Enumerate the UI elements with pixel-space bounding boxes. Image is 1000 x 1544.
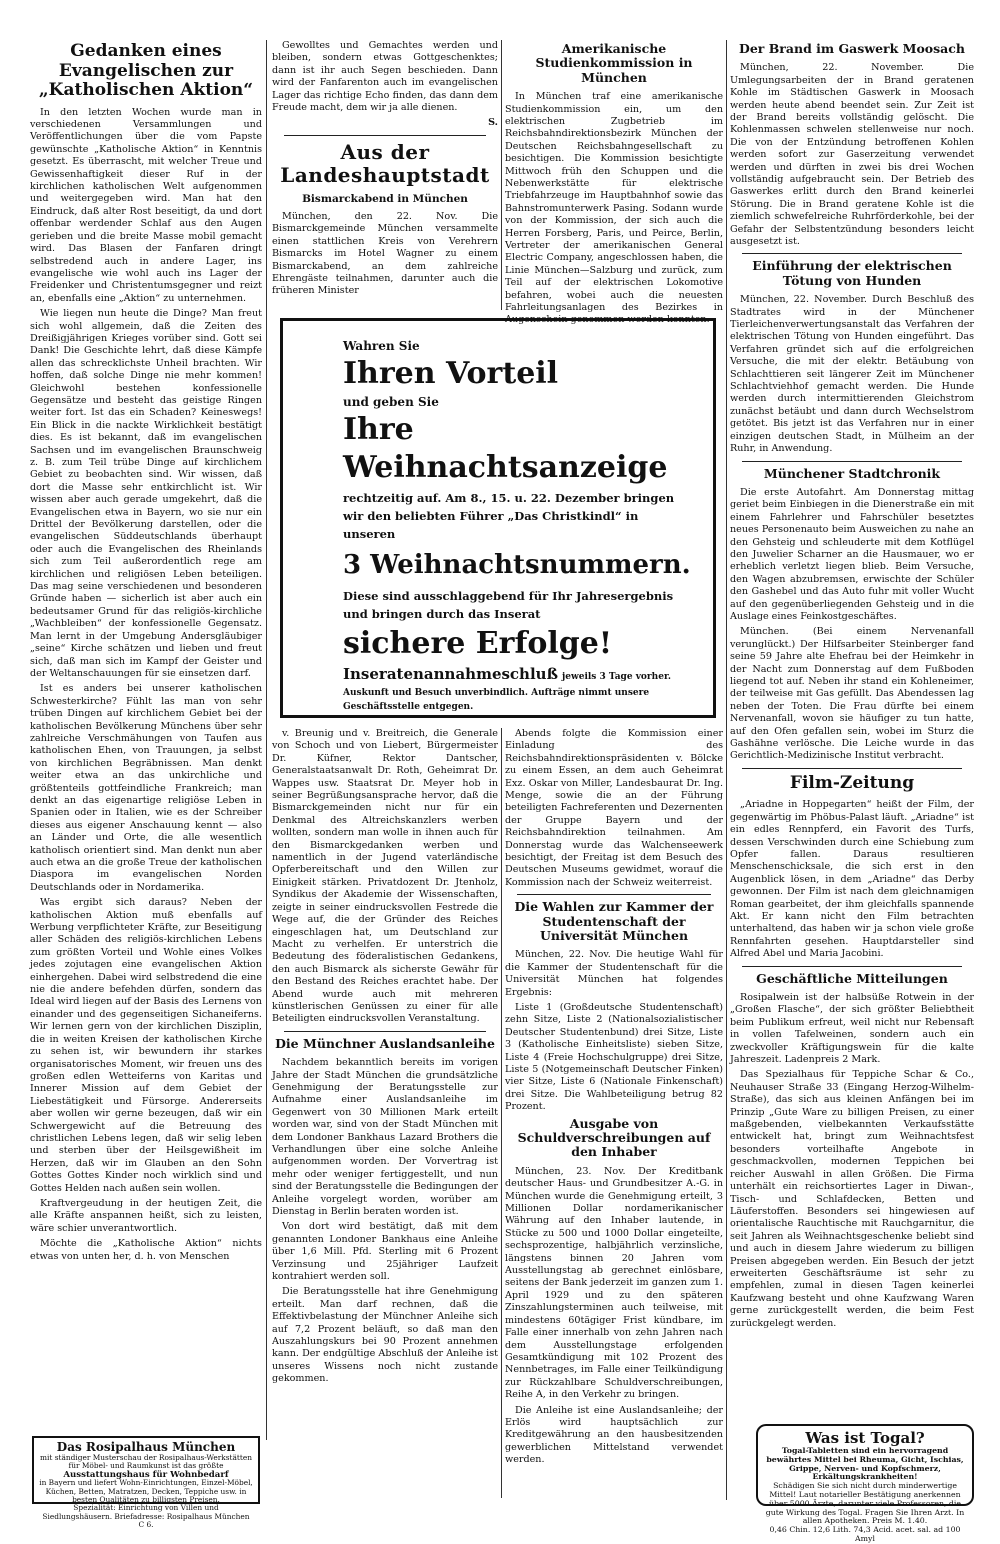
article-title: Münchener Stadtchronik (763, 465, 941, 481)
paragraph: München. (Bei einem Nervenanfall verunglückt.) Der Hilfsarbeiter Steinberger fand seine 59 Jahre alte Ehefrau bei der Heimkehr in der Nacht zum Donnerstag auf dem Fußboden liegend tot auf. Neben ihr stand ein Kohleneimer, der teilweise mit Gas gefüllt. Das Abendessen lag neben der Toten. Die Frau dürfte bei einem Nervenanfall, wovon sie häufiger zu tun hatte, auf den Ofen gefallen sein, wobei im Sturz die Gashähne verlösche. Die Leiche wurde in das Gerichtlich-Medizinische Institut verbracht. (730, 626, 974, 762)
ad-brand: Das Rosipalhaus München (56, 1440, 236, 1454)
column-rule (501, 728, 502, 1498)
ad-line: in Bayern und liefert Wohn-Einrichtungen, Einzel-Möbel, Küchen, Betten, Matratzen, Decken, Teppiche usw. in besten Qualitäten zu billigsten Preisen. (39, 1478, 253, 1505)
article-title: Amerikanische Studienkommission in München (535, 41, 693, 85)
paragraph: Kraftvergeudung in der heutigen Zeit, die alle Kräfte anspannen heißt, sich zu leisten, wäre schier unverantwortlich. (30, 1197, 262, 1234)
ad-line: Ausstattungshaus für Wohnbedarf (63, 1469, 229, 1480)
paragraph: Rosipalwein ist der halbsüße Rotwein in der „Großen Flasche“, der sich größter Beliebtheit beim Publikum erfreut, weil nicht nur Rebensaft in vollen Tafelweinen, sondern auch ein zweckvoller Kräftigungswein für die kalte Jahreszeit. Ladenpreis 2 Mark. (730, 992, 974, 1066)
divider (742, 253, 962, 254)
rosipalhaus-advertisement (32, 1436, 260, 1530)
column-3-top (505, 40, 723, 326)
ad-headline: sichere Erfolge! (343, 626, 613, 661)
ad-deadline-note: jeweils 3 Tage vorher. (561, 672, 671, 682)
paragraph: München, 23. Nov. Der Kreditbank deutscher Haus- und Grundbesitzer A.-G. in München wurde die Genehmigung erteilt, 3 Millionen Dollar nordamerikanischer Währung auf den Inhaber lautende, in Stücke zu 500 und 1000 Dollar eingeteilte, sechsprozentige, halbjährlich verzinsliche, längstens binnen 20 Jahren vom Ausstellungstag ab gerechnet einlösbare, seitens der Bank jederzeit im ganzen zum 1. April 1929 und zu den späteren Zinszahlungsterminen auch teilweise, mit mindestens 60tägiger Frist kündbare, im Falle einer innerhalb von zehn Jahren nach dem Ausstellungstage erfolgenden Gesamtkündigung mit 102 Prozent des Nennbetrages, im Falle einer Teilkündigung zur Rückzahlbare Schuldverschreibungen, Reihe A, in den Verkehr zu bringen. (505, 1165, 723, 1401)
paragraph: München, den 22. Nov. Die Bismarckgemeinde München versammelte einen stattlichen Kreis von Verehrern Bismarcks im Hotel Wagner zu einem Bismarckabend, an dem zahlreiche Ehrengäste teilnahmen, darunter auch die früheren Minister (272, 210, 498, 297)
ad-line: rechtzeitig auf. Am 8., 15. u. 22. Dezember bringen wir den beliebten Führer „Das Christkindl“ in unseren (343, 491, 675, 541)
section-title: Film-Zeitung (789, 772, 915, 793)
column-rule (266, 40, 267, 1440)
article-title: Die Wahlen zur Kammer der Studentenschaft der Universität München (514, 899, 714, 944)
article-title: Gedanken eines Evangelischen zur „Katholischen Aktion“ (38, 41, 254, 101)
paragraph: „Ariadne in Hoppegarten“ heißt der Film, der gegenwärtig im Phöbus-Palast läuft. „Ariadne“ ist ein edles Rennpferd, ein Favorit des Turfs, dessen Verschwinden durch eine Schiebung zum Opfer fallen. Daraus resultieren Menschenschicksale, die sich erst in den Augenblick lösen, in dem „Ariadne“ das Derby gewonnen. Der Film ist nach dem gleichnamigen Roman gearbeitet, der ihm gleichfalls spannende Akt. Er kann nicht den Film betrachten unterhaltend, das haben wir ja schon viele große Rennfahrten gesehen. Hauptdarsteller sind Alfred Abel und Maria Jacobini. (730, 799, 974, 960)
ad-brand: Was ist Togal? (805, 1429, 925, 1447)
paragraph: Was ergibt sich daraus? Neben der katholischen Aktion muß ebenfalls auf Werbung verpflichteter Kräfte, zur Beseitigung aller Schäden des religiös-kirchlichen Lebens zum größten Vorteil und Wohle eines Volkes jedes zojutagen eine evangelischen Aktion einhergehen. Dabei wird selbstredend die eine nie die andere befehden dürfen, sondern das Ideal wird liegen auf der Basis des Lernens von einander und des gegenseitigen Sichaneiferns. Wir lernen gern von der kirchlichen Disziplin, die in weiten Kreisen der katholischen Kirche zu sehen ist, wir bewundern ihr starkes organisatorisches Moment, wir freuen uns des großen edlen Wetteiferns von Karitas und Innerer Mission auf dem Gebiet der Liebestätigkeit und Fürsorge. Andererseits aber wollen wir gerne bezeugen, daß wir ein Schwergewicht auf die Betreuung des christlichen Lebens legen, daß wir selig leben und sterben über der Heilsgewißheit im Herzen, daß wir im Glauben an den Sohn Gottes Gottes Kinder noch wirklich sind und Gottes Helden nach außen sein wollen. (30, 897, 262, 1194)
divider (742, 768, 962, 769)
section-title: Aus der Landeshauptstadt (280, 139, 490, 187)
article-title: Die Münchner Auslandsanleihe (275, 1035, 495, 1051)
column-4 (730, 40, 974, 1510)
column-3-bottom (505, 728, 723, 1498)
paragraph: Von dort wird bestätigt, daß mit dem genannten Londoner Bankhaus eine Anleihe über 1,6 Mill. Pfd. Sterling mit 6 Prozent Verzinsung und 25jähriger Laufzeit kontrahiert werden soll. (272, 1221, 498, 1283)
column-rule (726, 40, 727, 1500)
paragraph: Nachdem bekanntlich bereits im vorigen Jahre der Stadt München die grundsätzliche Genehmigung der Beratungsstelle zur Aufnahme einer Auslandsanleihe im Gegenwert von 30 Millionen Mark erteilt worden war, sind von der Stadt München mit dem Londoner Bankhaus Lazard Brothers die Verhandlungen über eine solche Anleihe aufgenommen worden. Der Vorvertrag ist mehr oder weniger fertiggestellt, und nun sind der Beratungsstelle die Bedingungen der Anleihe vorgelegt worden, worüber am Dienstag in Berlin beraten worden ist. (272, 1057, 498, 1217)
ad-line: Diese sind ausschlaggebend für Ihr Jahresergebnis und bringen durch das Inserat (343, 589, 674, 621)
ad-headline: Ihre Weihnachtsanzeige (343, 412, 668, 485)
paragraph: Ist es anders bei unserer katholischen Schwesterkirche? Fühlt las man von sehr trüben Dingen auf kirchlichem Gebiet bei der katholischen Bevölkerung Münchens über sehr zahlreiche Verschmähungen von Taufen aus katholischen Ehen, von Trauungen, ja selbst von kirchlichen Begräbnissen. Man denkt weiter etwa an das unkirchliche und größtenteils gottfeindliche Frankreich; man denkt an das eigenartige religiöse Leben in Spanien oder in Italien, wie es der Schreiber dieses aus eigener Anschauung kennt — also an Länder und Orte, die alle wesentlich katholisch orientiert sind. Man denkt nun aber auch etwa an die große Treue der katholischen Diaspora im evangelischen Norden Deutschlands oder in Nordamerika. (30, 683, 262, 893)
paragraph: Das Spezialhaus für Teppiche Schar & Co., Neuhauser Straße 33 (Eingang Herzog-Wilhelm-Straße), das sich aus kleinen Anfängen bei im Prinzip „Gute Ware zu billigen Preisen, zu einer maßgebenden, vielbekannten Verkaufsstätte entwickelt hat, bringt zum Weihnachtsfest besonders vorteilhafte Angebote in geschmackvollen, modernen Teppichen bei reicher Auswahl in allen Größen. Die Firma unterhält ein reichsortiertes Lager in Diwan-, Tisch- und Schlafdecken, Betten und Läuferstoffen. Besonders sei hingewiesen auf orientalische Rauchtische mit Rauchgarnitur, die seit Jahren als Weihnachtsgeschenke beliebt sind und auch in diesem Jahre wiederum zu billigen Preisen abgegeben werden. Ein Besuch der jetzt erweiterten Geschäftsräume ist sehr zu empfehlen, zumal in diesen Tagen keinerlei Kaufzwang besteht und ohne Kaufzwang Waren gerne zurückgestellt werden, die beim Fest zurückgelegt werden. (730, 1069, 974, 1329)
paragraph: In München traf eine amerikanische Studienkommission ein, um den elektrischen Zugbetrieb im Reichsbahndirektionsbezirk München der Deutschen Reichsbahngesellschaft zu besichtigen. Die Kommission besichtigte Mittwoch früh den Schuppen und die Nebenwerkstätte für elektrische Triebfahrzeuge im Hauptbahnhof sowie das Bahnstromunterwerk Pasing. Sodann wurde von der Kommission, der sich auch die Herren Forsberg, Paris, und Peirce, Berlin, Vertreter der amerikanischen General Electric Company, angeschlossen haben, die Linie München—Salzburg und zurück, zum Teil auf der elektrischen Lokomotive befahren, wobei auch die neuesten Fahrleitungsanlagen des Bezirkes in Augenschein genommen werden konnten. (505, 91, 723, 326)
section-title: Geschäftliche Mitteilungen (756, 970, 948, 986)
paragraph: Die Beratungsstelle hat ihre Genehmigung erteilt. Man darf rechnen, daß die Effektivbelastung der Münchner Anleihe sich auf 7,2 Prozent beläuft, so daß man den Auszahlungskurs bei 90 Prozent annehmen kann. Der endgültige Abschluß der Anleihe ist unseres Wissens noch nicht zustande gekommen. (272, 1286, 498, 1385)
divider (284, 1031, 486, 1032)
paragraph: Wie liegen nun heute die Dinge? Man freut sich wohl allgemein, daß die Zeiten des Dreißigjährigen Krieges vorüber sind. Gott sei Dank! Die Geschichte lehrt, daß diese Kämpfe allen das schrecklichste Unheil brachten. Wir hoffen, daß solche Dinge nie mehr kommen! Gleichwohl bestehen konfessionelle Gegensätze und besteht das geistige Ringen weiter fort. Ist das ein Schaden? Keineswegs! Ein Blick in die nackte Wirklichkeit bestätigt dies. Es ist bekannt, daß im evangelischen Sachsen und im evangelischen Braunschweig z. B. zum Teil trübe Dinge auf kirchlichem Gebiet zu beobachten sind. Wir wissen, daß dort die Masse sehr entkirchlicht ist. Wir wissen aber auch gerade umgekehrt, daß die Evangelischen etwa in Bayern, wo sie nur ein Drittel der Bevölkerung darstellen, oder die evangelischen Süddeutschlands überhaupt oder auch die Evangelischen des Rheinlands sich zum Teil außerordentlich rege am kirchlichen und religiösen Leben beteiligen. Das mag seine verschiedenen und besonderen Gründe haben — sicherlich ist aber auch ein bedeutsamer Grund für das religiös-kirchliche „Wachbleiben“ der konfessionelle Gegensatz. Man lernt in der Umgebung Andersgläubiger „seine“ Kirche schätzen und lieben und freut sich, daß man sich im Kampf der Geister und der Weltanschauungen für sie einsetzen darf. (30, 308, 262, 679)
paragraph: Liste 1 (Großdeutsche Studentenschaft) zehn Sitze, Liste 2 (Nationalsozialistischer Deutscher Studentenbund) drei Sitze, Liste 3 (Katholische Einheitsliste) sieben Sitze, Liste 4 (Freie Hochschulgruppe) drei Sitze, Liste 5 (Notgemeinschaft Deutscher Finken) vier Sitze, Liste 6 (Nationale Finkenschaft) drei Sitze. Die Wahlbeteiligung betrug 82 Prozent. (505, 1002, 723, 1113)
paragraph: v. Breunig und v. Breitreich, die Generale von Schoch und von Liebert, Bürgermeister Dr. Küfner, Rektor Dantscher, Generalstaatsanwalt Dr. Roth, Geheimrat Dr. Wappes usw. Staatsrat Dr. Meyer hob in seiner Begrüßungsansprache hervor, daß die Bismarckgemeinden nicht nur für ein Denkmal des Altreichskanzlers werben wollten, sondern man wolle in ihnen auch für den Bismarckgedanken werben und namentlich in der Jugend vaterländische Opferbereitschaft und den Willen zur Einigkeit stärken. Privatdozent Dr. Jtenholz, Syndikus der Akademie der Wissenschaften, zeigte in seiner eindrucksvollen Festrede die Wege auf, die der Gründer des Reiches eingeschlagen hat, um Deutschland zur Macht zu verhelfen. Er unterstrich die Bedeutung des föderalistischen Gedankens, den auch Bismarck als sicherste Gewähr für den Bestand des Reiches erachtet habe. Der Abend wurde auch mit mehreren künstlerischen Genüssen zu einer für alle Beteiligten eindrucksvollen Veranstaltung. (272, 728, 498, 1025)
column-2-top (272, 40, 498, 310)
article-title: Der Brand im Gaswerk Moosach (739, 41, 965, 56)
column-rule (501, 40, 502, 310)
ad-line: Togal-Tabletten sind ein hervorragend bewährtes Mittel bei Rheuma, Gicht, Ischias, Grippe, Nerven- und Kopfschmerz, Erkältungskrankheiten! (766, 1446, 964, 1482)
ad-line: Wahren Sie (343, 339, 420, 353)
paragraph: München, 22. Nov. Die heutige Wahl für die Kammer der Studentenschaft für die Universität München hat folgendes Ergebnis: (505, 949, 723, 998)
column-2-bottom (272, 728, 498, 1498)
paragraph: München, 22. November. Die Umlegungsarbeiten der in Brand geratenen Kohle im Städtischen Gaswerk in Moosach werden heute abend beendet sein. Zur Zeit ist der Brand bereits vollständig gelöscht. Die Kohlenmassen schwelen stellenweise nur noch. Die von der Entzündung betroffenen Kohlen werden sofort zur Gaserzeitung verwendet werden und dürften in zwei bis drei Wochen vollständig aufgebraucht sein. Der Betrieb des Gaswerkes erlitt durch den Brand keinerlei Störung. Die in Brand geratene Kohle ist die ziemlich schwefelreiche Ruhrförderkohle, bei der Gefahr der Selbstentzündung besonders leicht ausgesetzt ist. (730, 62, 974, 248)
ad-line: Schädigen Sie sich nicht durch minderwertige Mittel! Laut notarieller Bestätigung anerkennen über 5000 Ärzte, darunter viele Professoren, die gute Wirkung des Togal. Fragen Sie Ihren Arzt. In allen Apotheken. Preis M. 1.40. (765, 1481, 965, 1526)
ad-deadline (343, 665, 693, 686)
divider (517, 894, 711, 895)
column-1 (30, 40, 262, 1440)
ad-headline: Ihren Vorteil (343, 356, 559, 391)
divider (284, 135, 486, 136)
divider (742, 966, 962, 967)
ad-headline: 3 Weihnachtsnummern. (343, 550, 691, 580)
article-title: Bismarckabend in München (302, 192, 468, 205)
paragraph: Die Anleihe ist eine Auslandsanleihe; der Erlös wird hauptsächlich zur Kreditgewährung an den hausbesitzenden gewerblichen Mittelstand verwendet werden. (505, 1404, 723, 1466)
ad-line: und geben Sie (343, 395, 439, 409)
signature: S. (488, 117, 498, 129)
ad-line: 0,46 Chin. 12,6 Lith. 74,3 Acid. acet. sal. ad 100 Amyl (769, 1525, 961, 1543)
paragraph: Abends folgte die Kommission einer Einladung des Reichsbahndirektionspräsidenten v. Bölcke zu einem Essen, an dem auch Geheimrat Exz. Oskar von Miller, Landesbaurat Dr. Ing. Menge, sowie die an der Führung beteiligten Fachreferenten und Dezernenten der Gruppe Bayern und der Reichsbahndirektion teilnahmen. Am Donnerstag wurde das Walchenseewerk besichtigt, der Freitag ist dem Besuch des Deutschen Museums gewidmet, worauf die Kommission nach der Schweiz weiterreist. (505, 728, 723, 888)
ad-fineprint: Auskunft und Besuch unverbindlich. Aufträge nimmt unsere Geschäftsstelle entgegen. (343, 688, 650, 712)
paragraph: Gewolltes und Gemachtes werden und bleiben, sondern etwas Gottgeschenktes; dann ist ihr auch Segen beschieden. Dann wird der Fanfarenton auch im evangelischen Lager das richtige Echo finden, das dann dem Freude macht, dem wir ja alle dienen. (272, 40, 498, 114)
article-title: Ausgabe von Schuldverschreibungen auf den Inhaber (517, 1115, 711, 1160)
ad-line: mit ständiger Musterschau der Rosipalhaus-Werkstätten für Möbel- und Raumkunst ist das größte (40, 1453, 252, 1471)
ad-line: Spezialität: Einrichtung von Villen und Siedlungshäusern. Briefadresse: Rosipalhaus München C 6. (42, 1503, 250, 1530)
divider (742, 461, 962, 462)
article-title: Einführung der elektrischen Tötung von Hunden (752, 258, 952, 288)
ad-deadline-label: Inseratenannahmeschluß (343, 665, 558, 683)
christmas-advertisement (280, 318, 716, 718)
togal-advertisement (756, 1424, 974, 1543)
paragraph: München, 22. November. Durch Beschluß des Stadtrates wird in der Münchener Tierleichenverwertungsanstalt das Verfahren der elektrischen Tötung von Hunden eingeführt. Das Verfahren gründet sich auf die erfolgreichen Versuche, die mit der elektr. Betäubung von Schlachttieren seit längerer Zeit im Münchener Schlachtviehhof gemacht werden. Die Hunde werden durch intermittierenden Gleichstrom zunächst betäubt und dann durch Wechselstrom getötet. Bis jetzt ist das Verfahren nur in einer einzigen deutschen Stadt, in Mülheim an der Ruhr, in Anwendung. (730, 294, 974, 455)
paragraph: Möchte die „Katholische Aktion“ nichts etwas von unten her, d. h. von Menschen (30, 1238, 262, 1262)
paragraph: In den letzten Wochen wurde man in verschiedenen Versammlungen und Veröffentlichungen über die vom Papste gewünschte „Katholische Aktion“ in Kenntnis gesetzt. Es überrascht, mit welcher Treue und Gewissenhaftigkeit dieser Ruf in der kirchlichen katholischen Welt aufgenommen und weitergegeben wird. Man hat den Eindruck, daß alter Rost beseitigt, da und dort offenbar werdender Schlaf aus den Augen gerieben und die breite Masse mobil gemacht wird. Das Blasen der Fanfaren dringt selbstredend auch in andere Lager, ins evangelische wie wohl auch ins Lager der Freidenker und Christentumsgegner und reizt an, ebenfalls eine „Aktion“ zu unternehmen. (30, 106, 262, 304)
paragraph: Die erste Autofahrt. Am Donnerstag mittag geriet beim Einbiegen in die Dienerstraße ein mit einem Fahrlehrer und Fahrschüler besetztes neues Personenauto beim Ausweichen zu nahe an den Gehsteig und schleuderte mit dem Kotflügel den Juwelier Scharner an die Hausmauer, wo er erheblich verletzt liegen blieb. Beim Versuche, den Wagen abzubremsen, erwischte der Schüler den Gashebel und das Auto fuhr mit voller Wucht auf den gegenüberliegenden Gehsteig und in die Auslage eines Feinkostgeschäftes. (730, 486, 974, 622)
